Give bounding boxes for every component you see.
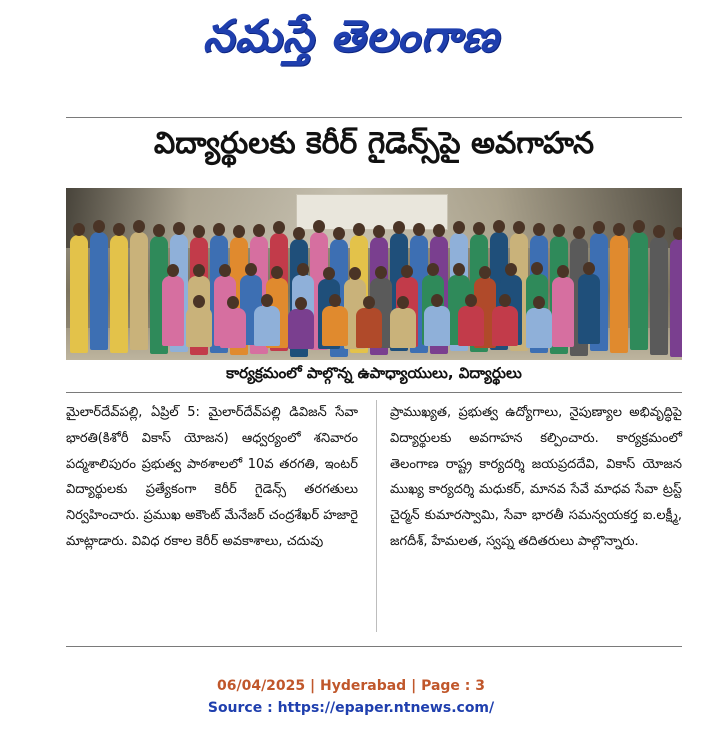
photo-person (526, 308, 552, 348)
photo-person (254, 306, 280, 346)
photo-person-head (193, 225, 205, 238)
photo-person (90, 232, 108, 350)
photo-person (186, 307, 212, 347)
newspaper-logo: నమస్తే తెలంగాణ (202, 11, 500, 62)
photo-person (130, 232, 148, 350)
photo-person (288, 309, 314, 349)
footer-date-line: 06/04/2025 | Hyderabad | Page : 3 (216, 678, 486, 694)
photo-person-head (613, 223, 625, 236)
photo-person-head (93, 220, 105, 233)
masthead (0, 0, 702, 84)
photo-person (552, 277, 574, 347)
photo-person-head (673, 227, 682, 240)
photo-person-head (531, 262, 543, 275)
photo-person-head (273, 221, 285, 234)
photo-person (670, 239, 682, 357)
photo-person-head (375, 266, 387, 279)
photo-person-head (133, 220, 145, 233)
photo-person-head (373, 225, 385, 238)
photo-person-head (297, 263, 309, 276)
photo-person-head (353, 223, 365, 236)
photo-person-head (293, 227, 305, 240)
photo-person (458, 306, 484, 346)
photo-person-head (593, 221, 605, 234)
photo-person-head (653, 225, 665, 238)
photo-person (578, 274, 600, 344)
photo-person-head (479, 266, 491, 279)
photo-person-head (153, 224, 165, 237)
photo-person (630, 232, 648, 350)
top-divider (66, 117, 682, 118)
photo-person (162, 276, 184, 346)
photo-person-head (513, 221, 525, 234)
photo-person-head (633, 220, 645, 233)
photo-person-head (505, 263, 517, 276)
photo-person-head (227, 296, 239, 309)
photo-person-head (453, 263, 465, 276)
photo-person (220, 308, 246, 348)
photo-person-head (465, 294, 477, 307)
photo-person-head (499, 294, 511, 307)
photo-person-head (493, 220, 505, 233)
photo-person-head (213, 223, 225, 236)
photo-person-head (233, 225, 245, 238)
photo-person-head (473, 222, 485, 235)
bottom-divider (66, 646, 682, 647)
photo-person-head (73, 223, 85, 236)
photo-person (356, 308, 382, 348)
photo-person-head (553, 224, 565, 237)
footer-source-line: Source : https://epaper.ntnews.com/ (207, 700, 495, 716)
photo-person-head (397, 296, 409, 309)
photo-person (424, 306, 450, 346)
photo-person-head (533, 296, 545, 309)
photo-person-head (413, 223, 425, 236)
group-photo (66, 188, 682, 360)
photo-person-head (363, 296, 375, 309)
photo-person (650, 237, 668, 355)
photo-person-head (219, 264, 231, 277)
photo-person-head (193, 295, 205, 308)
photo-person-head (323, 267, 335, 280)
photo-person-head (401, 265, 413, 278)
article-body-right: ప్రాముఖ్యత, ప్రభుత్వ ఉద్యోగాలు, నైపుణ్యాల అభివృద్ధిపై విద్యార్థులకు అవగాహన కల్పించారు. కార్యక్రమంలో తెలంగాణ రాష్ట్ర కార్యదర్శి జయప్రదదేవి, వికాస్ యోజన ముఖ్య కార్యదర్శి మధుకర్, మానవ సేవే మాధవ సేవా ట్రస్ట్ చైర్మన్ కుమారస్వామి, సేవా భారతీ సమన్వయకర్త ఐ.లక్ష్మీ, జగదీశ్, హేమలత, స్వప్న తదితరులు పాల్గొన్నారు. (390, 405, 682, 549)
photo-person (390, 308, 416, 348)
photo-person-head (583, 262, 595, 275)
photo-person-head (333, 227, 345, 240)
column-divider (376, 400, 377, 632)
photo-person-head (313, 220, 325, 233)
photo-person-head (433, 224, 445, 237)
photo-person (70, 235, 88, 353)
photo-person-head (533, 223, 545, 236)
photo-person-head (253, 224, 265, 237)
photo-person-head (349, 267, 361, 280)
photo-person-head (167, 264, 179, 277)
photo-person-head (431, 294, 443, 307)
photo-person-head (245, 263, 257, 276)
photo-person-head (173, 222, 185, 235)
photo-person (110, 235, 128, 353)
photo-person (322, 306, 348, 346)
article-body-left: మైలార్‌దేవ్‌పల్లి, ఏప్రిల్ 5: మైలార్‌దేవ్‌పల్లి డివిజన్ సేవా భారతి(కిశోరీ వికాస్ యోజన) ఆధ్వర్యంలో శనివారం పద్మశాలిపురం ప్రభుత్వ పాఠశాలలో 10వ తరగతి, ఇంటర్ విద్యార్థులకు ప్రత్యేకంగా కెరీర్ గైడెన్స్ తరగతులు నిర్వహించారు. ప్రముఖ అకౌంట్ మేనేజర్ చంద్రశేఖర్ హజారై మాట్లాడారు. వివిధ రకాల కెరీర్ అవకాశాలు, చదువు (66, 405, 358, 549)
photo-person (492, 306, 518, 346)
photo-person-head (271, 266, 283, 279)
photo-person-head (329, 294, 341, 307)
photo-person-head (573, 226, 585, 239)
photo-person-head (453, 221, 465, 234)
photo-caption: కార్యక్రమంలో పాల్గొన్న ఉపాధ్యాయులు, విద్యార్థులు (226, 364, 522, 382)
caption-divider (66, 392, 682, 393)
photo-person-head (427, 263, 439, 276)
photo-person-head (295, 297, 307, 310)
photo-person-head (113, 223, 125, 236)
photo-person-head (393, 221, 405, 234)
photo-person-head (557, 265, 569, 278)
photo-person-head (193, 264, 205, 277)
photo-person (610, 235, 628, 353)
photo-person-head (261, 294, 273, 307)
article-headline: విద్యార్థులకు కెరీర్ గైడెన్స్‌పై అవగాహన (153, 126, 595, 161)
